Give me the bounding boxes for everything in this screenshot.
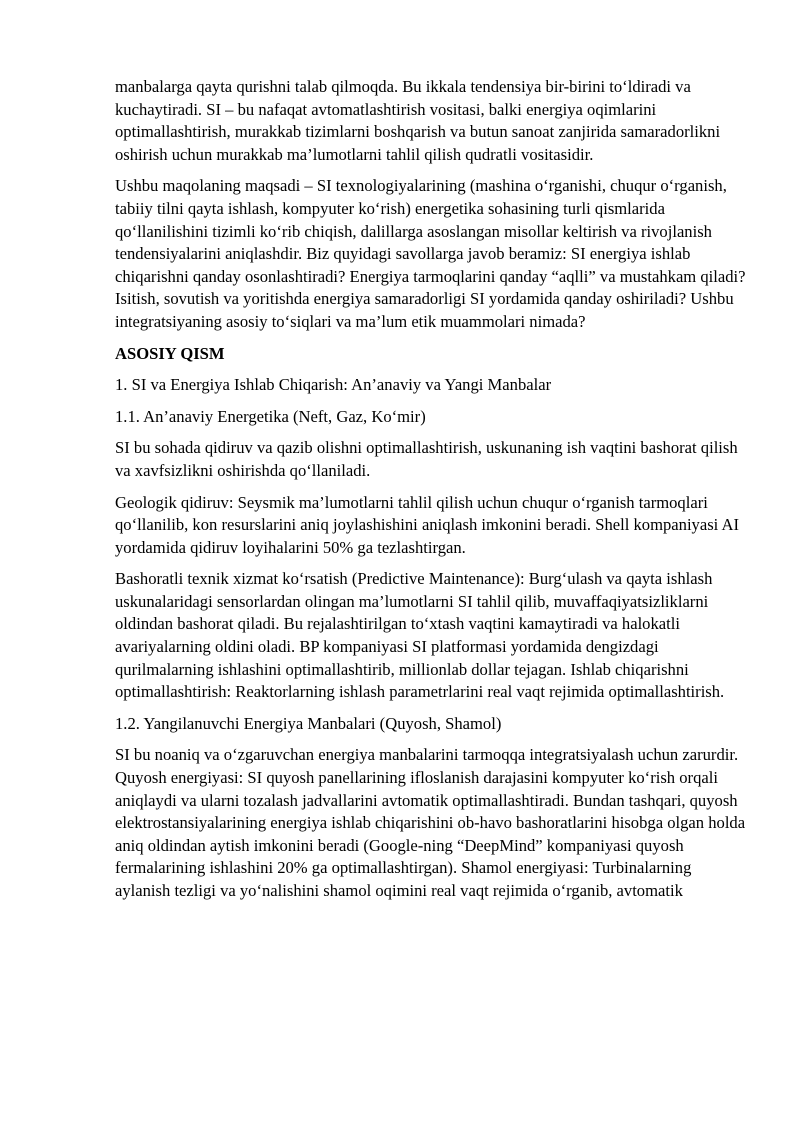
document-page xyxy=(115,76,747,912)
paragraph-traditional-energy: SI bu sohada qidiruv va qazib olishni optimallashtirish, uskunaning ish vaqtini bashorat qilish va xavfsizlikni oshirishda qo‘llaniladi. xyxy=(115,438,738,480)
subsection-heading-1: 1. SI va Energiya Ishlab Chiqarish: An’anaviy va Yangi Manbalar xyxy=(115,375,552,395)
paragraph-geological-exploration: Geologik qidiruv: Seysmik ma’lumotlarni tahlil qilish uchun chuqur o‘rganish tarmoqlari qo‘llanilib, kon resurslarini aniq joylashishini aniqlash imkonini beradi. Shell kompaniyasi AI yordamida qidiruv loyihalarini 50% ga tezlashtirgan. xyxy=(115,492,740,557)
paragraph-intro-continuation: manbalarga qayta qurishni talab qilmoqda. Bu ikkala tendensiya bir-birini to‘ldiradi va kuchaytiradi. SI – bu nafaqat avtomatlashtirish vositasi, balki energiya oqimlarini optimallashtirish, murakkab tizimlarni boshqarish va butun sanoat zanjirida samaradorlikni oshirish uchun murakkab ma’lumotlarni tahlil qilish qudratli vositasidir. xyxy=(115,77,721,164)
subsection-heading-1-1: 1.1. An’anaviy Energetika (Neft, Gaz, Ko‘mir) xyxy=(115,406,426,426)
subsection-heading-1-2: 1.2. Yangilanuvchi Energiya Manbalari (Quyosh, Shamol) xyxy=(115,713,502,733)
paragraph-predictive-maintenance: Bashoratli texnik xizmat ko‘rsatish (Predictive Maintenance): Burg‘ulash va qayta ishlash uskunalaridagi sensorlardan olingan ma’lumotlarni SI tahlil qilib, muvaffaqiyatsizliklarni oldindan bashorat qiladi. Bu rejalashtirilgan to‘xtash vaqtini kamaytiradi va halokatli avariyalarning oldini oladi. BP kompaniyasi SI platformasi yordamida dengizdagi qurilmalarning ishlashini optimallashtirib, millionlab dollar tejagan. Ishlab chiqarishni optimallashtirish: Reaktorlarning ishlash parametrlarini real vaqt rejimida optimallashtirish. xyxy=(115,569,725,702)
section-heading-main-part: ASOSIY QISM xyxy=(115,343,225,363)
paragraph-article-goal: Ushbu maqolaning maqsadi – SI texnologiyalarining (mashina o‘rganishi, chuqur o‘rganish, tabiiy tilni qayta ishlash, kompyuter ko‘rish) energetika sohasining turli qismlarida qo‘llanilishini tizimli ko‘rib chiqish, dalillarga asoslangan misollar keltirish va rivojlanish tendensiyalarini aniqlashdir. Biz quyidagi savollarga javob beramiz: SI energiya ishlab chiqarishni qanday osonlashtiradi? Energiya tarmoqlarini qanday “aqlli” va mustahkam qiladi? Isitish, sovutish va yoritishda energiya samaradorligi SI yordamida qanday oshiriladi? Ushbu integratsiyaning asosiy to‘siqlari va ma’lum etik muammolari nimada? xyxy=(115,176,746,331)
paragraph-renewable-energy: SI bu noaniq va o‘zgaruvchan energiya manbalarini tarmoqqa integratsiyalash uchun zarurdir. Quyosh energiyasi: SI quyosh panellarining ifloslanish darajasini kompyuter ko‘rish orqali aniqlaydi va ularni tozalash jadvallarini avtomatik optimallashtiradi. Bundan tashqari, quyosh elektrostansiyalarining energiya ishlab chiqarishini ob-havo bashoratlarini hisobga olgan holda aniq oldindan aytish imkonini beradi (Google-ning “DeepMind” kompaniyasi quyosh fermalarining ishlashini 20% ga optimallashtirgan). Shamol energiyasi: Turbinalarning aylanish tezligi va yo‘nalishini shamol oqimini real vaqt rejimida o‘rganib, avtomatik xyxy=(115,745,746,900)
